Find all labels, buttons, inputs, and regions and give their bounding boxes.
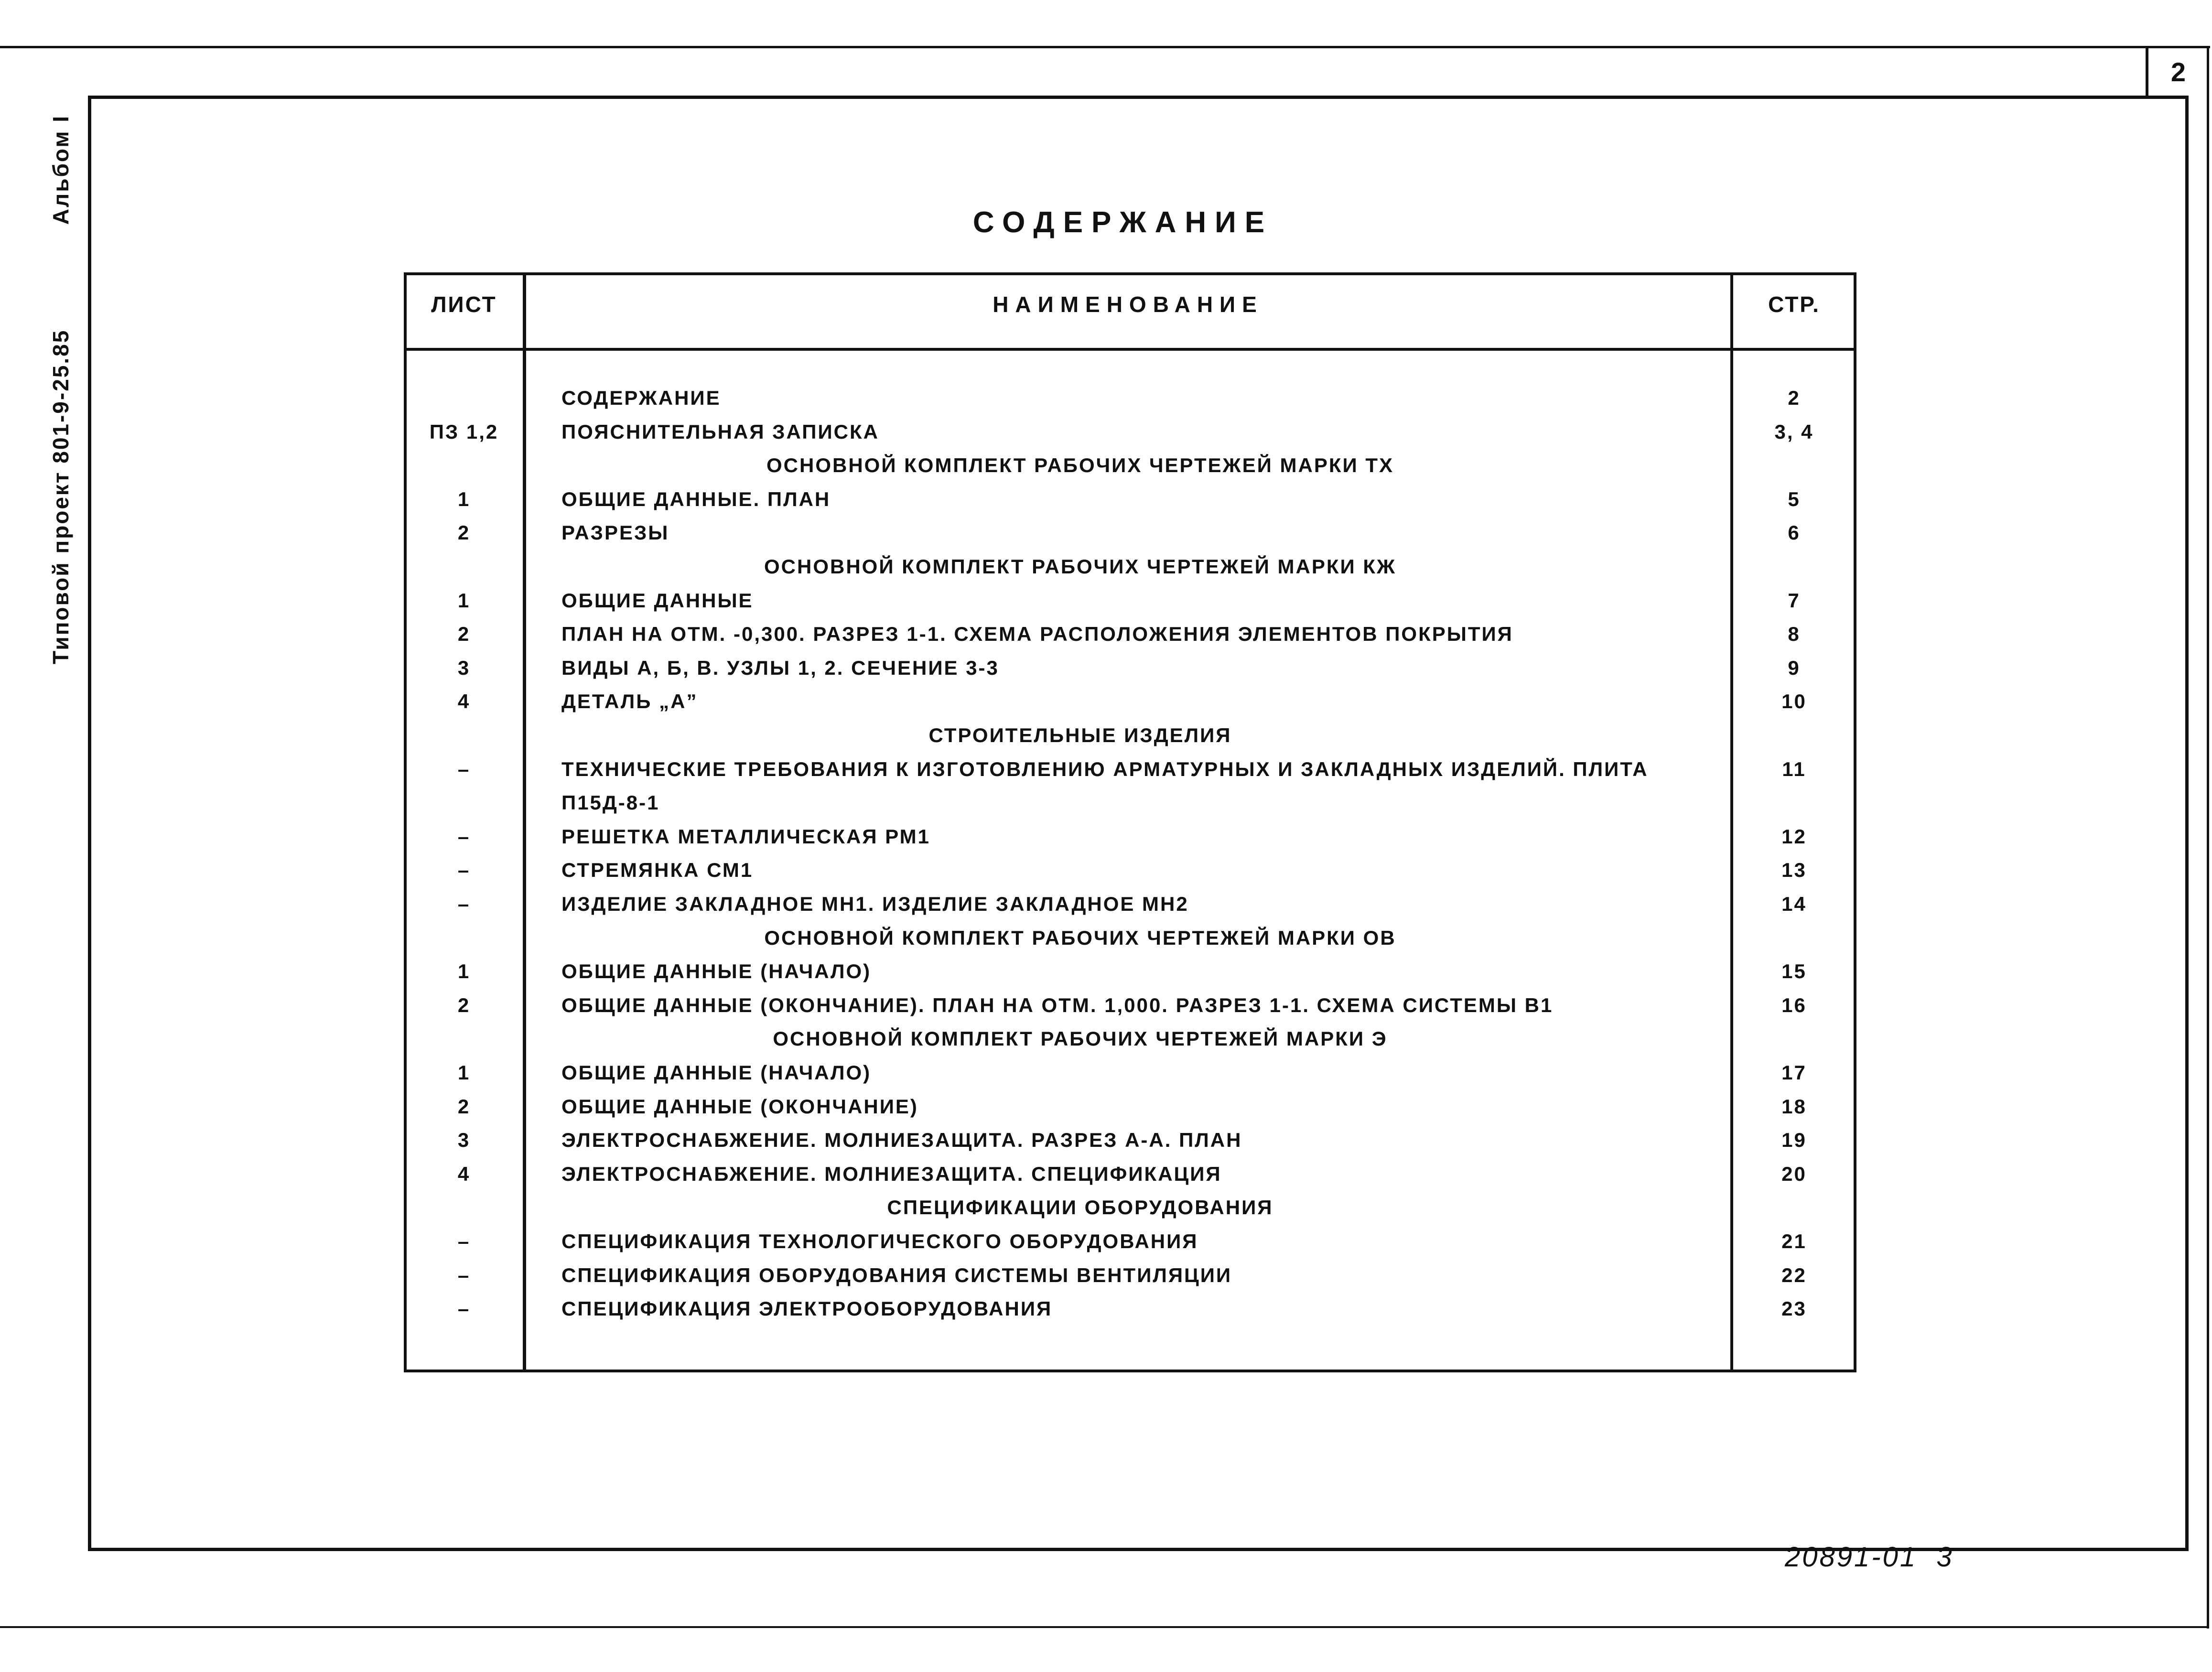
name-cell: П15Д-8-1 — [561, 791, 660, 814]
sheet-cell: – — [457, 1230, 471, 1252]
sheet-cell: – — [457, 1297, 471, 1320]
page-cell: 2 — [1788, 387, 1801, 409]
name-cell: СПЕЦИФИКАЦИЯ ТЕХНОЛОГИЧЕСКОГО ОБОРУДОВАНИЯ — [561, 1230, 1198, 1252]
table-row — [404, 685, 1856, 718]
name-cell: РЕШЕТКА МЕТАЛЛИЧЕСКАЯ РМ1 — [561, 825, 930, 848]
name-cell: ЭЛЕКТРОСНАБЖЕНИЕ. МОЛНИЕЗАЩИТА. РАЗРЕЗ А-А. ПЛАН — [561, 1129, 1242, 1152]
section-row — [404, 1191, 1856, 1224]
sheet-cell: 4 — [457, 690, 471, 713]
stamp-number: 20891-01 3 — [1785, 1542, 1954, 1573]
sheet-cell: 1 — [457, 1061, 471, 1084]
page-cell: 10 — [1781, 690, 1807, 713]
name-cell: СОДЕРЖАНИЕ — [561, 387, 721, 409]
name-cell: ДЕТАЛЬ „А” — [561, 690, 698, 713]
outer-frame-right — [2207, 46, 2209, 1629]
section-title: ОСНОВНОЙ КОМПЛЕКТ РАБОЧИХ ЧЕРТЕЖЕЙ МАРКИ ТХ — [766, 454, 1394, 477]
page-cell: 14 — [1781, 893, 1807, 915]
side-label — [48, 115, 74, 664]
name-cell: ИЗДЕЛИЕ ЗАКЛАДНОЕ МН1. ИЗДЕЛИЕ ЗАКЛАДНОЕ МН2 — [561, 893, 1189, 915]
name-cell: ПОЯСНИТЕЛЬНАЯ ЗАПИСКА — [561, 420, 879, 443]
table-row — [404, 1259, 1856, 1292]
table-row — [404, 955, 1856, 988]
page-cell: 9 — [1788, 656, 1801, 679]
name-cell: СПЕЦИФИКАЦИЯ ЭЛЕКТРООБОРУДОВАНИЯ — [561, 1297, 1053, 1320]
section-row — [404, 719, 1856, 752]
section-title: ОСНОВНОЙ КОМПЛЕКТ РАБОЧИХ ЧЕРТЕЖЕЙ МАРКИ КЖ — [764, 555, 1396, 578]
page-cell: 23 — [1781, 1297, 1807, 1320]
sheet-cell: – — [457, 859, 471, 882]
name-cell: СТРЕМЯНКА СМ1 — [561, 859, 754, 882]
section-title: ОСНОВНОЙ КОМПЛЕКТ РАБОЧИХ ЧЕРТЕЖЕЙ МАРКИ Э — [773, 1027, 1388, 1050]
name-cell: ОБЩИЕ ДАННЫЕ (ОКОНЧАНИЕ). ПЛАН НА ОТМ. 1,000. РАЗРЕЗ 1-1. СХЕМА СИСТЕМЫ В1 — [561, 993, 1554, 1016]
page-cell: 6 — [1788, 521, 1801, 544]
page-cell: 20 — [1781, 1162, 1807, 1185]
page-cell: 13 — [1781, 859, 1807, 882]
table-row — [404, 989, 1856, 1022]
table-row — [404, 1056, 1856, 1089]
header-divider — [404, 348, 1856, 351]
table-row — [404, 853, 1856, 887]
sheet-cell: 2 — [457, 521, 471, 544]
sheet-cell: ПЗ 1,2 — [429, 420, 499, 443]
name-cell: ВИДЫ А, Б, В. УЗЛЫ 1, 2. СЕЧЕНИЕ 3-3 — [561, 656, 999, 679]
section-title: СТРОИТЕЛЬНЫЕ ИЗДЕЛИЯ — [928, 724, 1232, 746]
section-row — [404, 1022, 1856, 1056]
sheet-cell: 2 — [457, 1095, 471, 1118]
header-sheet: ЛИСТ — [431, 292, 497, 317]
album-label: Альбом I — [48, 115, 73, 225]
table-row — [404, 381, 1856, 415]
page-cell: 17 — [1781, 1061, 1807, 1084]
name-cell: РАЗРЕЗЫ — [561, 521, 669, 544]
table-row — [404, 820, 1856, 853]
sheet-cell: – — [457, 893, 471, 915]
sheet-cell: 2 — [457, 623, 471, 646]
table-row — [404, 1090, 1856, 1123]
header-name: НАИМЕНОВАНИЕ — [993, 292, 1263, 317]
outer-frame-top — [0, 46, 2210, 48]
table-row — [404, 516, 1856, 550]
table-row — [404, 584, 1856, 617]
name-cell: ЭЛЕКТРОСНАБЖЕНИЕ. МОЛНИЕЗАЩИТА. СПЕЦИФИКАЦИЯ — [561, 1162, 1222, 1185]
name-cell: ОБЩИЕ ДАННЫЕ. ПЛАН — [561, 487, 831, 510]
table-row — [404, 651, 1856, 685]
outer-frame-bottom — [0, 1626, 2209, 1628]
sheet-cell: – — [457, 825, 471, 848]
page-cell: 21 — [1781, 1230, 1807, 1252]
sheet-cell: – — [457, 1263, 471, 1286]
section-row — [404, 449, 1856, 482]
page-cell: 7 — [1788, 589, 1801, 612]
section-title: ОСНОВНОЙ КОМПЛЕКТ РАБОЧИХ ЧЕРТЕЖЕЙ МАРКИ ОВ — [764, 926, 1396, 949]
page-cell: 5 — [1788, 487, 1801, 510]
sheet-cell: 1 — [457, 960, 471, 983]
sheet-number-box — [2146, 47, 2210, 97]
table-row — [404, 753, 1856, 786]
sheet-cell: 2 — [457, 993, 471, 1016]
name-cell: ОБЩИЕ ДАННЫЕ — [561, 589, 754, 612]
name-cell: ТЕХНИЧЕСКИЕ ТРЕБОВАНИЯ К ИЗГОТОВЛЕНИЮ АРМАТУРНЫХ И ЗАКЛАДНЫХ ИЗДЕЛИЙ. ПЛИТА — [561, 757, 1649, 780]
table-row — [404, 617, 1856, 651]
table-row — [404, 1292, 1856, 1326]
sheet-cell: 3 — [457, 1129, 471, 1152]
page-cell: 15 — [1781, 960, 1807, 983]
page-cell: 12 — [1781, 825, 1807, 848]
name-cell: СПЕЦИФИКАЦИЯ ОБОРУДОВАНИЯ СИСТЕМЫ ВЕНТИЛЯЦИИ — [561, 1263, 1232, 1286]
name-cell: ПЛАН НА ОТМ. -0,300. РАЗРЕЗ 1-1. СХЕМА РАСПОЛОЖЕНИЯ ЭЛЕМЕНТОВ ПОКРЫТИЯ — [561, 623, 1513, 646]
table-row — [404, 1157, 1856, 1191]
page-cell: 3, 4 — [1774, 420, 1814, 443]
name-cell: ОБЩИЕ ДАННЫЕ (НАЧАЛО) — [561, 1061, 872, 1084]
page-cell: 22 — [1781, 1263, 1807, 1286]
table-row — [404, 887, 1856, 921]
sheet-cell: 3 — [457, 656, 471, 679]
sheet-cell: – — [457, 757, 471, 780]
table-row — [404, 415, 1856, 449]
name-cell: ОБЩИЕ ДАННЫЕ (НАЧАЛО) — [561, 960, 872, 983]
sheet-cell: 4 — [457, 1162, 471, 1185]
page-cell: 18 — [1781, 1095, 1807, 1118]
name-cell: ОБЩИЕ ДАННЫЕ (ОКОНЧАНИЕ) — [561, 1095, 918, 1118]
table-row — [404, 1225, 1856, 1258]
sheet-cell: 1 — [457, 487, 471, 510]
page-cell: 11 — [1782, 757, 1806, 780]
page-title: СОДЕРЖАНИЕ — [972, 206, 1273, 239]
page-cell: 8 — [1788, 623, 1801, 646]
sheet-cell: 1 — [457, 589, 471, 612]
section-title: СПЕЦИФИКАЦИИ ОБОРУДОВАНИЯ — [887, 1196, 1273, 1219]
sheet-number: 2 — [2170, 56, 2188, 87]
table-row — [404, 1123, 1856, 1157]
section-row — [404, 550, 1856, 583]
header-page: СТР. — [1768, 292, 1820, 317]
project-label: Типовой проект 801-9-25.85 — [48, 329, 73, 664]
page-cell: 19 — [1781, 1129, 1807, 1152]
section-row — [404, 921, 1856, 955]
table-row — [404, 786, 1856, 820]
table-row — [404, 483, 1856, 516]
page-cell: 16 — [1781, 993, 1807, 1016]
